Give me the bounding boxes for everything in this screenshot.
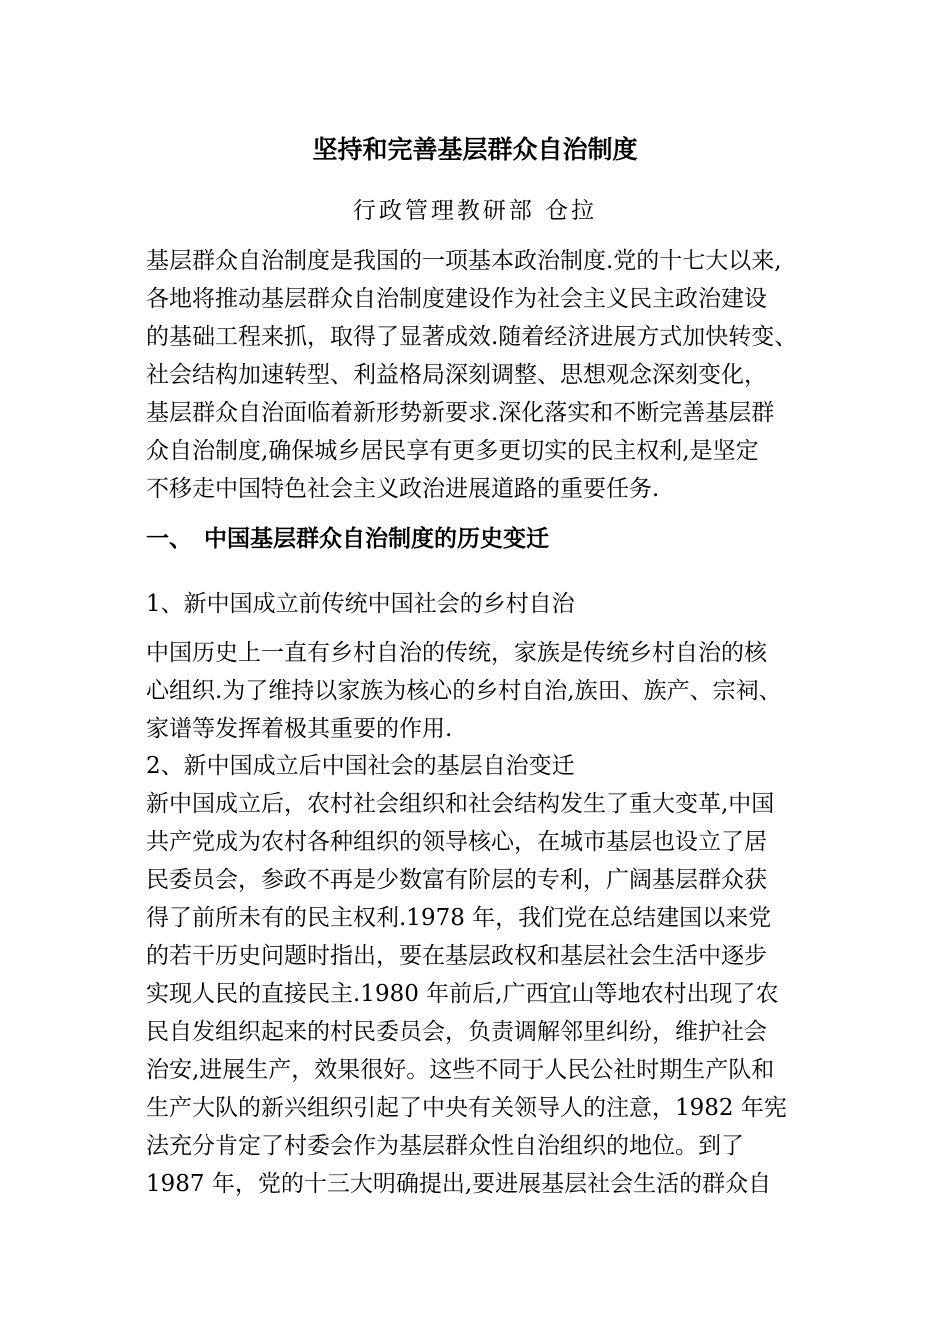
text-line: 心组织.为了维持以家族为核心的乡村自治,族田、族产、宗祠、: [146, 678, 782, 704]
text-line: 1987 年，党的十三大明确提出,要进展基层社会生活的群众自: [146, 1171, 772, 1197]
text-line: 民委员会，参政不再是少数富有阶层的专利，广阔基层群众获: [146, 867, 767, 893]
text-line: 法充分肯定了村委会作为基层群众性自治组织的地位。到了: [146, 1133, 744, 1159]
section-number: 一、: [146, 526, 192, 552]
document-title: 坚持和完善基层群众自治制度: [312, 135, 638, 164]
text-line: 生产大队的新兴组织引起了中央有关领导人的注意，1982 年宪: [146, 1095, 787, 1121]
section-heading: [146, 522, 549, 556]
text-line: 得了前所未有的民主权利.1978 年，我们党在总结建国以来党: [146, 905, 772, 931]
text-line: 不移走中国特色社会主义政治进展道路的重要任务.: [146, 476, 660, 502]
author-line: 行政管理教研部 仓拉: [352, 198, 598, 224]
text-line: 众自治制度,确保城乡居民享有更多更切实的民主权利,是坚定: [146, 438, 759, 464]
text-line: 民自发组织起来的村民委员会，负责调解邻里纠纷，维护社会: [146, 1019, 767, 1045]
subsection-title: 2、新中国成立后中国社会的基层自治变迁: [146, 753, 575, 779]
section-title: 中国基层群众自治制度的历史变迁: [204, 526, 549, 552]
subsection-title: 1、新中国成立前传统中国社会的乡村自治: [146, 591, 575, 617]
text-line: 治安,进展生产，效果很好。这些不同于人民公社时期生产队和: [146, 1057, 775, 1083]
text-line: 的基础工程来抓，取得了显著成效.随着经济进展方式加快转变、: [146, 324, 798, 350]
text-line: 基层群众自治制度是我国的一项基本政治制度.党的十七大以来,: [146, 248, 782, 274]
text-line: 基层群众自治面临着新形势新要求.深化落实和不断完善基层群: [146, 400, 775, 426]
text-line: 各地将推动基层群众自治制度建设作为社会主义民主政治建设: [146, 286, 767, 312]
text-line: 社会结构加速转型、利益格局深刻调整、思想观念深刻变化，: [146, 362, 767, 388]
text-line: 家谱等发挥着极其重要的作用.: [146, 716, 453, 742]
text-line: 的若干历史问题时指出，要在基层政权和基层社会生活中逐步: [146, 943, 767, 969]
text-line: 实现人民的直接民主.1980 年前后,广西宜山等地农村出现了农: [146, 981, 779, 1007]
text-line: 中国历史上一直有乡村自治的传统，家族是传统乡村自治的核: [146, 640, 767, 666]
text-line: 新中国成立后，农村社会组织和社会结构发生了重大变革,中国: [146, 791, 775, 817]
text-line: 共产党成为农村各种组织的领导核心，在城市基层也设立了居: [146, 829, 767, 855]
